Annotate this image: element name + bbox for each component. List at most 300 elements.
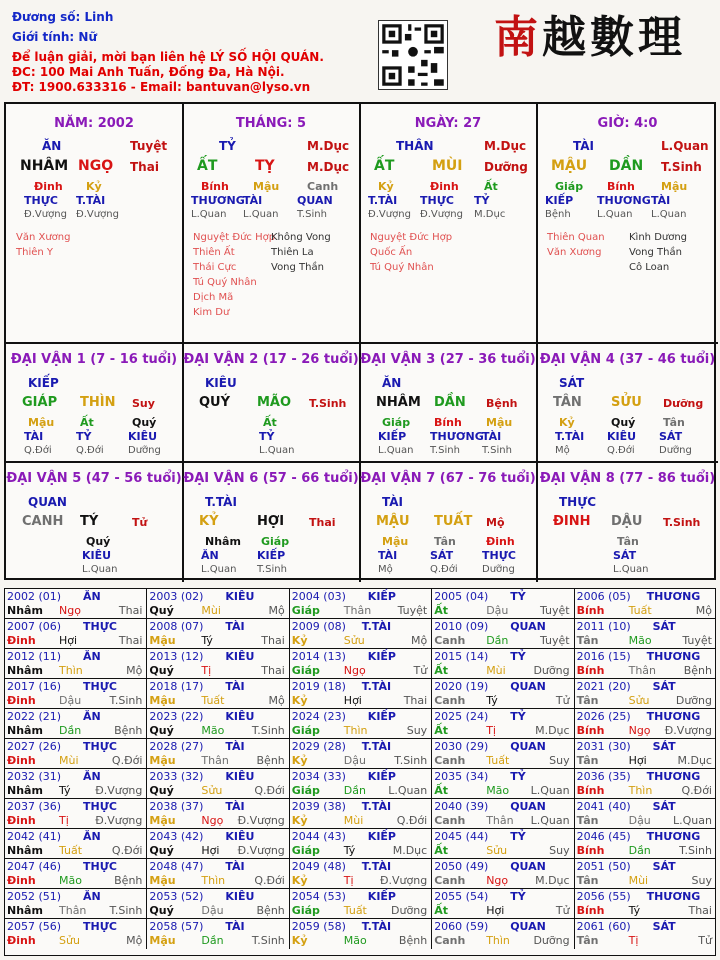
hidden-growth: L.Quan — [243, 209, 279, 220]
year-label: 2059 (58) — [291, 920, 346, 933]
year-cell — [290, 739, 432, 769]
year-life: T.Sinh — [109, 904, 143, 917]
year-cell — [5, 649, 147, 679]
year-label: 2051 (50) — [576, 860, 631, 873]
year-branch: Dậu — [201, 904, 224, 917]
year-star: ĂN — [83, 890, 101, 903]
year-cell — [5, 739, 147, 769]
year-star: TÀI — [225, 680, 245, 693]
year-branch: Mão — [486, 784, 510, 797]
year-label: 2037 (36) — [7, 800, 62, 813]
year-life: Mộ — [126, 934, 143, 947]
year-label: 2028 (27) — [149, 740, 204, 753]
year-cell — [432, 649, 574, 679]
hidden-growth: Đ.Vượng — [76, 209, 119, 220]
year-stem: Bính — [576, 784, 605, 797]
year-stem: Kỷ — [291, 694, 308, 707]
star-name: Thái Cực — [193, 262, 237, 273]
year-life: Đ.Vượng — [664, 724, 712, 737]
year-star: QUAN — [510, 740, 546, 753]
dai-van-star: ĂN — [382, 376, 402, 390]
dai-van-life: Suy — [132, 397, 155, 410]
dai-van-branch: HỢI — [257, 514, 285, 529]
year-star: KIẾP — [367, 770, 396, 783]
hidden-god: TỶ — [76, 430, 92, 443]
year-branch: Mão — [201, 724, 225, 737]
year-label: 2049 (48) — [291, 860, 346, 873]
year-cell — [432, 619, 574, 649]
hidden-god: SÁT — [430, 549, 454, 562]
year-label: 2044 (43) — [291, 830, 346, 843]
year-life: Bệnh — [114, 874, 143, 887]
pillar-shen: M.Dục — [484, 139, 527, 153]
hidden-god: SÁT — [659, 430, 683, 443]
year-stem: Đinh — [7, 814, 36, 827]
year-label: 2009 (08) — [291, 620, 346, 633]
pillar-shen: M.Dục — [307, 139, 350, 153]
year-life: Dưỡng — [533, 934, 570, 947]
year-life: Mộ — [268, 604, 285, 617]
year-stem: Ất — [434, 844, 448, 857]
year-label: 2026 (25) — [576, 710, 631, 723]
year-stem: Giáp — [291, 604, 320, 617]
year-life: T.Sinh — [109, 694, 143, 707]
year-star: SÁT — [652, 860, 676, 873]
year-branch: Thân — [59, 904, 87, 917]
year-cell — [290, 619, 432, 649]
year-star: KIÊU — [225, 770, 255, 783]
pillar-branch: DẦN — [609, 158, 644, 174]
year-label: 2043 (42) — [149, 830, 204, 843]
hidden-growth: Bệnh — [545, 209, 571, 220]
year-cell — [290, 709, 432, 739]
star-name: Kình Dương — [629, 232, 688, 243]
year-cell — [147, 649, 289, 679]
year-label: 2048 (47) — [149, 860, 204, 873]
year-life: Suy — [406, 724, 428, 737]
year-label: 2054 (53) — [291, 890, 346, 903]
year-life: Dưỡng — [675, 694, 712, 707]
pillar-star: ĂN — [42, 139, 62, 153]
hidden-stem: Kỷ — [559, 416, 575, 429]
year-branch: Tý — [628, 904, 641, 917]
year-life: Suy — [549, 754, 570, 767]
year-star: QUAN — [510, 860, 546, 873]
year-cell — [147, 829, 289, 859]
year-cell — [575, 649, 716, 679]
year-cell — [290, 679, 432, 709]
star-name: Thiên Quan — [547, 232, 605, 243]
pillar-stem: ẤT — [197, 158, 218, 174]
hidden-stem: Bính — [434, 416, 462, 429]
hidden-growth: L.Quan — [613, 564, 649, 575]
dai-van-life: Tử — [132, 516, 148, 529]
year-star: T.TÀI — [361, 680, 392, 693]
year-branch: Mão — [59, 874, 82, 887]
hidden-growth: Đ.Vượng — [24, 209, 67, 220]
dai-van-stem: ĐINH — [553, 514, 591, 529]
year-branch: Ngọ — [59, 604, 81, 617]
year-branch: Dần — [59, 724, 82, 737]
dai-van-star: KIẾP — [28, 376, 59, 390]
year-star: THỰC — [83, 740, 117, 753]
year-cell — [575, 829, 716, 859]
hidden-growth: L.Quan — [191, 209, 227, 220]
year-stem: Đinh — [7, 694, 36, 707]
dai-van-cell — [537, 344, 718, 463]
year-star: TỶ — [510, 890, 526, 903]
hidden-stem: Đinh — [430, 180, 459, 193]
year-cell — [290, 589, 432, 619]
year-cell — [147, 619, 289, 649]
year-life: Tử — [555, 904, 570, 917]
year-stem: Đinh — [7, 634, 36, 647]
year-star: ĂN — [83, 650, 101, 663]
year-star: TỶ — [510, 770, 526, 783]
year-life: M.Dục — [677, 754, 712, 767]
year-cell — [5, 679, 147, 709]
year-label: 2053 (52) — [149, 890, 204, 903]
hidden-god: T.TÀI — [76, 194, 106, 207]
year-stem: Mậu — [149, 634, 176, 647]
year-life: Q.Đới — [681, 784, 712, 797]
dai-van-title: ĐẠI VẬN 3 (27 - 36 tuổi) — [360, 352, 536, 367]
star-name: Nguyệt Đức Hợp — [193, 232, 276, 243]
hidden-god: KIÊU — [82, 549, 112, 562]
year-cell — [432, 739, 574, 769]
year-label: 2058 (57) — [149, 920, 204, 933]
year-stem: Nhâm — [7, 604, 43, 617]
hidden-growth: Q.Đới — [76, 445, 104, 456]
year-star: SÁT — [652, 740, 676, 753]
hidden-stem: Ất — [80, 416, 94, 429]
hidden-growth: L.Quan — [378, 445, 414, 456]
hidden-god: THƯƠNG — [430, 430, 484, 443]
year-star: QUAN — [510, 680, 546, 693]
year-life: T.Sinh — [679, 844, 712, 857]
dai-van-cell — [183, 344, 361, 463]
year-branch: Tý — [486, 694, 498, 707]
dai-van-star: SÁT — [559, 376, 585, 390]
year-cell — [432, 829, 574, 859]
year-star: KIÊU — [225, 890, 255, 903]
year-cell — [5, 589, 147, 619]
year-label: 2012 (11) — [7, 650, 62, 663]
year-branch: Dần — [343, 784, 366, 797]
hidden-god: KIÊU — [607, 430, 637, 443]
year-branch: Sửu — [343, 634, 365, 647]
year-label: 2010 (09) — [434, 620, 489, 633]
year-star: KIẾP — [367, 830, 396, 843]
hidden-stem: Quý — [132, 416, 157, 429]
year-stem: Kỷ — [291, 634, 308, 647]
year-cell — [5, 829, 147, 859]
year-life: Q.Đới — [111, 844, 143, 857]
year-stem: Ất — [434, 784, 448, 797]
pillar-title: NGÀY: 27 — [414, 116, 482, 131]
year-star: SÁT — [652, 800, 676, 813]
pillar-cell — [360, 104, 538, 344]
hidden-god: THỰC — [482, 549, 516, 562]
year-stem: Kỷ — [291, 934, 308, 947]
year-stem: Mậu — [149, 694, 176, 707]
qr-code-icon[interactable] — [378, 20, 448, 90]
year-branch: Dậu — [486, 604, 509, 617]
year-stem: Tân — [576, 934, 599, 947]
year-stem: Đinh — [7, 874, 36, 887]
year-life: Thai — [118, 634, 143, 647]
year-star: TÀI — [225, 620, 245, 633]
year-label: 2015 (14) — [434, 650, 489, 663]
year-branch: Hợi — [486, 904, 505, 917]
year-label: 2020 (19) — [434, 680, 489, 693]
year-cell — [5, 919, 147, 949]
pillar-cell — [537, 104, 718, 344]
year-stem: Canh — [434, 934, 466, 947]
star-name: Vong Thần — [629, 247, 682, 258]
year-branch: Thân — [201, 754, 229, 767]
pillar-stem: ẤT — [374, 158, 395, 174]
hidden-god: TÀI — [24, 430, 44, 443]
pillar-stem: MẬU — [551, 158, 588, 174]
year-stem: Nhâm — [7, 664, 43, 677]
hidden-god: T.TÀI — [555, 430, 585, 443]
hidden-god: KIẾP — [378, 430, 407, 443]
year-cell — [5, 709, 147, 739]
contact-note: Để luận giải, mời bạn liên hệ LÝ SỐ HỘI QUÁN. — [12, 50, 324, 64]
year-cell — [290, 889, 432, 919]
hidden-god: KIÊU — [128, 430, 158, 443]
dai-van-branch: MÃO — [257, 395, 292, 410]
year-stem: Canh — [434, 814, 466, 827]
hidden-growth: Q.Đới — [24, 445, 52, 456]
year-star: TÀI — [225, 860, 245, 873]
year-stem: Mậu — [149, 934, 176, 947]
year-label: 2032 (31) — [7, 770, 62, 783]
year-life: Bệnh — [683, 664, 712, 677]
brand-logo: 南越數理 — [494, 12, 686, 63]
year-label: 2013 (12) — [149, 650, 204, 663]
dai-van-stem: KỶ — [199, 514, 219, 529]
year-label: 2055 (54) — [434, 890, 489, 903]
year-branch: Tý — [59, 784, 71, 797]
dai-van-life: T.Sinh — [309, 397, 347, 410]
year-star: TÀI — [225, 920, 245, 933]
year-star: T.TÀI — [361, 920, 392, 933]
year-cell — [432, 679, 574, 709]
year-branch: Ngọ — [343, 664, 366, 677]
year-label: 2038 (37) — [149, 800, 204, 813]
dai-van-branch: SỬU — [611, 395, 642, 410]
year-star: TÀI — [225, 800, 245, 813]
hidden-stem: Quý — [86, 535, 111, 548]
year-stem: Ất — [434, 724, 448, 737]
star-name: Không Vong — [271, 232, 331, 243]
year-label: 2007 (06) — [7, 620, 62, 633]
year-branch: Mùi — [201, 604, 221, 617]
year-star: KIÊU — [225, 830, 255, 843]
year-star: THƯƠNG — [646, 710, 701, 723]
year-stem: Giáp — [291, 664, 320, 677]
year-stem: Kỷ — [291, 814, 308, 827]
year-label: 2035 (34) — [434, 770, 489, 783]
dai-van-stem: QUÝ — [199, 395, 231, 410]
hidden-stem: Kỷ — [86, 180, 102, 193]
star-name: Vong Thần — [271, 262, 324, 273]
hidden-growth: T.Sinh — [297, 209, 327, 220]
dai-van-branch: TÝ — [80, 514, 99, 529]
year-branch: Sửu — [486, 844, 508, 857]
year-cell — [147, 859, 289, 889]
year-stem: Quý — [149, 904, 174, 917]
year-life: Đ.Vượng — [379, 874, 428, 887]
dai-van-branch: DẦN — [434, 395, 466, 410]
year-star: TÀI — [225, 740, 245, 753]
year-cell — [147, 739, 289, 769]
hidden-stem: Tân — [434, 535, 456, 548]
gender: Giới tính: Nữ — [12, 30, 97, 44]
year-life: Tuyệt — [539, 604, 570, 617]
year-star: ĂN — [83, 770, 101, 783]
dai-van-branch: DẬU — [611, 514, 643, 529]
hidden-growth: Đ.Vượng — [420, 209, 463, 220]
year-star: THỰC — [83, 800, 117, 813]
year-cell — [147, 919, 289, 949]
year-branch: Tị — [486, 724, 496, 737]
year-branch: Tuất — [486, 754, 510, 767]
year-star: ĂN — [83, 830, 101, 843]
year-label: 2025 (24) — [434, 710, 489, 723]
year-stem: Ất — [434, 664, 448, 677]
hidden-god: QUAN — [297, 194, 333, 207]
year-star: SÁT — [652, 680, 676, 693]
hidden-stem: Bính — [607, 180, 635, 193]
year-branch: Tị — [59, 814, 69, 827]
year-cell — [290, 649, 432, 679]
year-stem: Mậu — [149, 874, 176, 887]
hidden-growth: Q.Đới — [430, 564, 458, 575]
year-stem: Quý — [149, 784, 174, 797]
dai-van-branch: TUẤT — [434, 514, 473, 529]
year-life: Bệnh — [114, 724, 143, 737]
year-branch: Thìn — [343, 724, 368, 737]
year-stem: Kỷ — [291, 874, 308, 887]
year-branch: Tuất — [343, 904, 367, 917]
annual-luck-table — [4, 588, 716, 956]
address: ĐC: 100 Mai Anh Tuấn, Đống Đa, Hà Nội. — [12, 65, 285, 79]
phone-email: ĐT: 1900.633316 - Email: bantuvan@lyso.vn — [12, 80, 311, 94]
year-star: THỰC — [83, 620, 117, 633]
year-life: Bệnh — [256, 904, 285, 917]
pillar-title: NĂM: 2002 — [54, 116, 134, 131]
year-branch: Dậu — [59, 694, 82, 707]
pillar-title: THÁNG: 5 — [235, 116, 307, 131]
pillar-life: Dưỡng — [484, 160, 528, 174]
year-star: KIẾP — [367, 590, 396, 603]
star-name: Dịch Mã — [193, 292, 234, 303]
year-branch: Sửu — [201, 784, 223, 797]
hidden-god: TÀI — [378, 549, 398, 562]
hidden-growth: T.Sinh — [257, 564, 287, 575]
year-branch: Sửu — [59, 934, 80, 947]
hidden-growth: T.Sinh — [482, 445, 512, 456]
star-name: Văn Xương — [16, 232, 71, 243]
hidden-stem: Mậu — [661, 180, 688, 193]
dai-van-star: TÀI — [382, 495, 404, 509]
hidden-growth: Dưỡng — [659, 445, 692, 456]
dai-van-star: KIÊU — [205, 376, 237, 390]
year-star: KIẾP — [367, 710, 396, 723]
year-branch: Tuất — [59, 844, 83, 857]
year-branch: Thìn — [486, 934, 510, 947]
year-cell — [432, 709, 574, 739]
year-label: 2002 (01) — [7, 590, 62, 603]
hidden-stem: Giáp — [382, 416, 411, 429]
year-stem: Quý — [149, 724, 174, 737]
year-label: 2034 (33) — [291, 770, 346, 783]
year-stem: Canh — [434, 874, 466, 887]
year-label: 2018 (17) — [149, 680, 204, 693]
year-label: 2014 (13) — [291, 650, 346, 663]
year-cell — [432, 799, 574, 829]
year-branch: Thân — [486, 814, 514, 827]
year-label: 2005 (04) — [434, 590, 489, 603]
year-life: Tử — [555, 694, 570, 707]
year-label: 2040 (39) — [434, 800, 489, 813]
year-stem: Nhâm — [7, 904, 43, 917]
dai-van-title: ĐẠI VẬN 7 (67 - 76 tuổi) — [360, 471, 536, 486]
year-label: 2011 (10) — [576, 620, 631, 633]
year-star: TỶ — [510, 830, 526, 843]
year-life: Dưỡng — [391, 904, 428, 917]
year-cell — [147, 709, 289, 739]
year-label: 2042 (41) — [7, 830, 62, 843]
hidden-growth: M.Dục — [474, 209, 506, 220]
year-branch: Thân — [343, 604, 372, 617]
dai-van-life: Bệnh — [486, 397, 518, 410]
hidden-stem: Canh — [307, 180, 339, 193]
year-life: Dưỡng — [533, 664, 570, 677]
year-life: L.Quan — [388, 784, 428, 797]
hidden-stem: Giáp — [555, 180, 584, 193]
year-star: SÁT — [652, 620, 676, 633]
year-branch: Mùi — [628, 874, 649, 887]
hidden-growth: Dưỡng — [482, 564, 515, 575]
pillar-cell — [183, 104, 361, 344]
year-stem: Quý — [149, 664, 174, 677]
year-stem: Canh — [434, 694, 466, 707]
pillar-shen: L.Quan — [661, 139, 709, 153]
pillar-star: TỶ — [219, 139, 236, 153]
year-life: L.Quan — [530, 784, 570, 797]
year-label: 2047 (46) — [7, 860, 62, 873]
year-label: 2006 (05) — [576, 590, 631, 603]
year-label: 2033 (32) — [149, 770, 204, 783]
year-life: Suy — [549, 844, 570, 857]
year-branch: Hợi — [59, 634, 78, 647]
dai-van-cell — [360, 463, 538, 582]
year-stem: Nhâm — [7, 784, 43, 797]
year-cell — [290, 829, 432, 859]
year-star: QUAN — [510, 920, 546, 933]
dai-van-stem: NHÂM — [376, 395, 421, 410]
hidden-growth: Mộ — [555, 445, 570, 456]
year-life: Đ.Vượng — [95, 814, 143, 827]
hidden-god: T.TÀI — [368, 194, 398, 207]
year-life: T.Sinh — [251, 934, 285, 947]
year-label: 2061 (60) — [576, 920, 631, 933]
year-branch: Ngọ — [201, 814, 224, 827]
